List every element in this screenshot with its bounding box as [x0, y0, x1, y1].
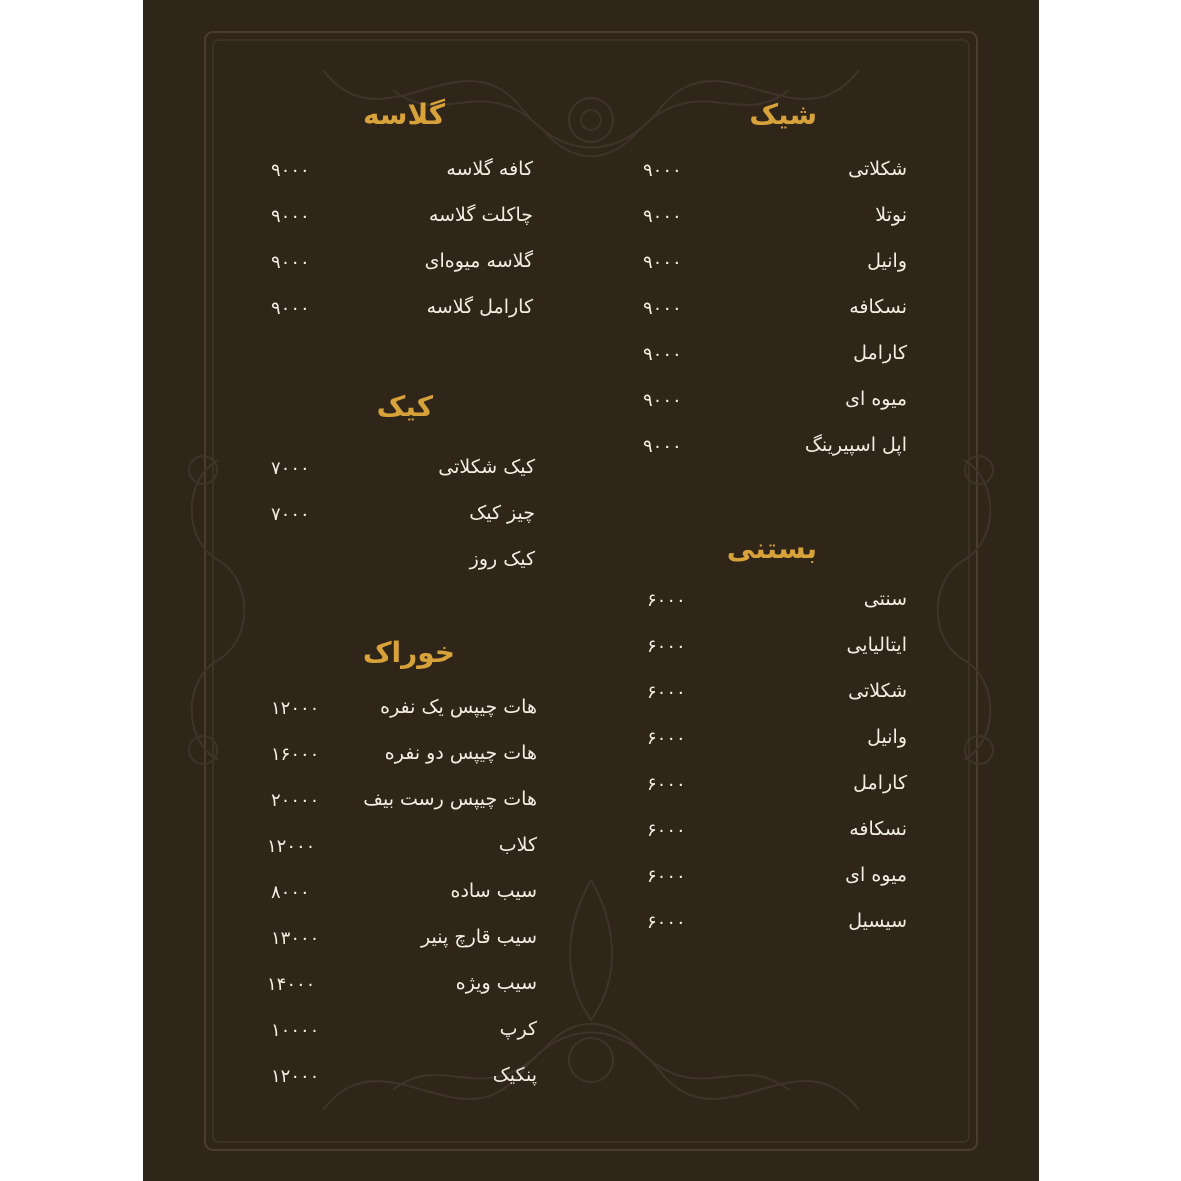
menu-item-name: سیب قارچ پنیر	[421, 926, 537, 948]
menu-item-name: هات چیپس رست بیف	[363, 788, 537, 810]
menu-item-price: ۷۰۰۰	[271, 504, 310, 525]
menu-item-name: کلاب	[498, 834, 537, 856]
menu-item-name: اپل اسپیرینگ	[804, 434, 907, 456]
menu-item-price: ۹۰۰۰	[643, 390, 682, 411]
menu-item-name: شکلاتی	[848, 158, 907, 180]
menu-item-price: ۶۰۰۰	[647, 636, 686, 657]
menu-item-price: ۲۰۰۰۰	[271, 790, 320, 811]
menu-item-price: ۹۰۰۰	[643, 436, 682, 457]
menu-item-price: ۶۰۰۰	[647, 590, 686, 611]
section-title-shake: شیک	[749, 98, 817, 131]
menu-item-price: ۶۰۰۰	[647, 774, 686, 795]
menu-item-price: ۶۰۰۰	[647, 682, 686, 703]
menu-item-price: ۹۰۰۰	[643, 160, 682, 181]
menu-item-price: ۱۲۰۰۰	[271, 698, 320, 719]
menu-item-price: ۹۰۰۰	[643, 206, 682, 227]
menu-item-price: ۱۶۰۰۰	[271, 744, 320, 765]
menu-item-price: ۶۰۰۰	[647, 728, 686, 749]
menu-item-name: نسکافه	[849, 818, 907, 840]
section-title-cake: کیک	[376, 390, 433, 423]
menu-item-name: نسکافه	[849, 296, 907, 318]
menu-item-price: ۶۰۰۰	[647, 820, 686, 841]
menu-item-price: ۱۲۰۰۰	[271, 1066, 320, 1087]
menu-item-price: ۶۰۰۰	[647, 866, 686, 887]
menu-item-price: ۹۰۰۰	[643, 252, 682, 273]
menu-item-name: کرپ	[499, 1018, 537, 1040]
section-title-ice-cream: بستنی	[726, 532, 817, 565]
section-title-glace: گلاسه	[362, 98, 445, 131]
menu-item-name: سیب ساده	[450, 880, 537, 902]
menu-card	[143, 0, 1039, 1181]
menu-item-price: ۷۰۰۰	[271, 458, 310, 479]
menu-item-name: کیک شکلاتی	[438, 456, 535, 478]
menu-item-price: ۶۰۰۰	[647, 912, 686, 933]
menu-item-name: هات چیپس دو نفره	[384, 742, 537, 764]
menu-item-price: ۹۰۰۰	[643, 298, 682, 319]
menu-item-name: سیسیل	[848, 910, 907, 932]
menu-item-price: ۱۰۰۰۰	[271, 1020, 320, 1041]
menu-item-price: ۱۳۰۰۰	[271, 928, 320, 949]
menu-item-name: کیک روز	[469, 548, 535, 570]
menu-item-name: میوه ای	[845, 388, 907, 410]
section-title-food: خوراک	[362, 636, 455, 669]
menu-item-name: کارامل	[853, 772, 907, 794]
menu-item-price: ۱۲۰۰۰	[267, 836, 316, 857]
menu-item-name: شکلاتی	[848, 680, 907, 702]
menu-item-price: ۹۰۰۰	[271, 252, 310, 273]
menu-item-name: پنکیک	[492, 1064, 537, 1086]
menu-item-name: چیز کیک	[469, 502, 535, 524]
menu-item-price: ۸۰۰۰	[271, 882, 310, 903]
menu-item-name: سیب ویژه	[455, 972, 537, 994]
menu-item-price: ۹۰۰۰	[271, 298, 310, 319]
menu-item-price: ۹۰۰۰	[271, 160, 310, 181]
menu-item-name: گلاسه میوه‌ای	[424, 250, 533, 272]
menu-item-price: ۹۰۰۰	[643, 344, 682, 365]
menu-item-name: وانیل	[867, 250, 907, 272]
menu-item-name: میوه ای	[845, 864, 907, 886]
menu-item-name: سنتی	[863, 588, 907, 610]
menu-item-name: نوتلا	[875, 204, 907, 226]
menu-item-name: چاکلت گلاسه	[428, 204, 533, 226]
menu-item-name: هات چیپس یک نفره	[380, 696, 537, 718]
menu-item-price: ۹۰۰۰	[271, 206, 310, 227]
menu-item-name: وانیل	[867, 726, 907, 748]
menu-item-name: ایتالیایی	[846, 634, 907, 656]
menu-item-price: ۱۴۰۰۰	[267, 974, 316, 995]
menu-item-name: کافه گلاسه	[446, 158, 533, 180]
menu-item-name: کارامل	[853, 342, 907, 364]
menu-item-name: کارامل گلاسه	[426, 296, 533, 318]
